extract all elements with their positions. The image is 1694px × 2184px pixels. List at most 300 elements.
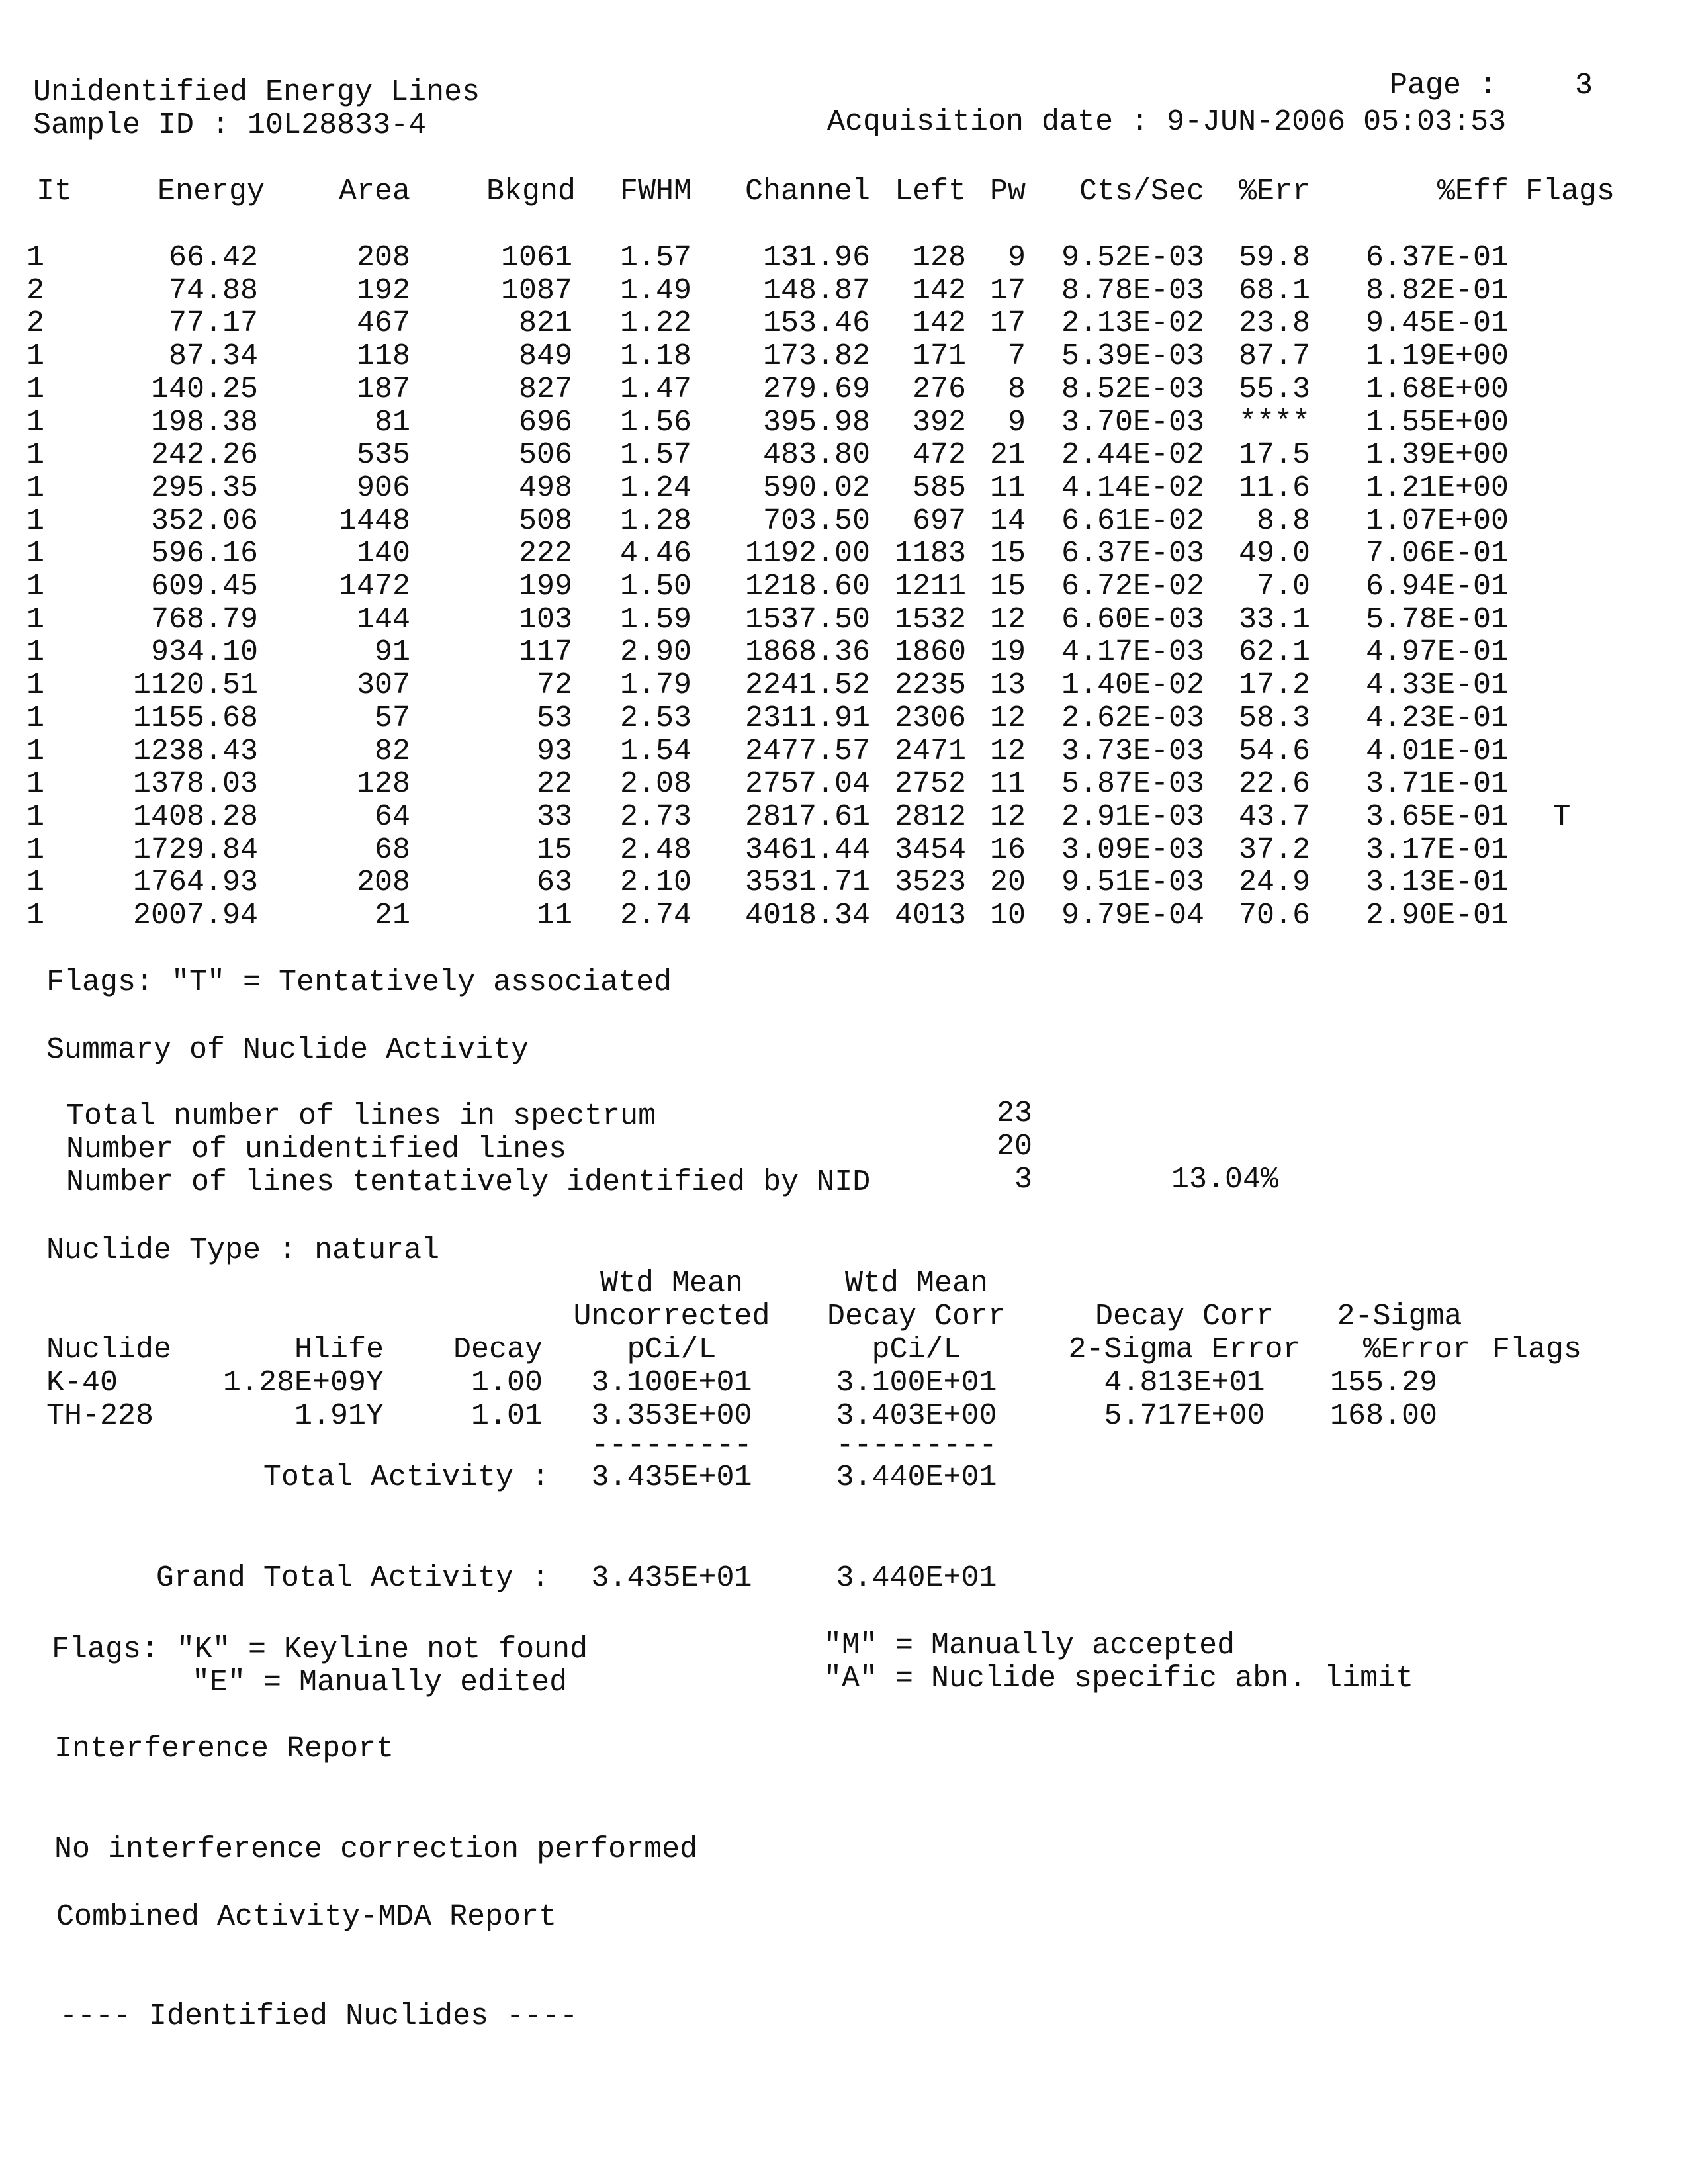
cell-area: 535 bbox=[356, 438, 410, 472]
cell-energy: 1729.84 bbox=[132, 833, 258, 867]
cell-eff: 1.19E+00 bbox=[1365, 340, 1509, 373]
hdr-pci-uncorr: pCi/L bbox=[627, 1333, 717, 1367]
cell-bkgnd: 821 bbox=[518, 306, 572, 340]
total-activity-uncorr: 3.435E+01 bbox=[591, 1461, 752, 1494]
separator-uncorr: --------- bbox=[591, 1429, 752, 1463]
nuclide-cell-decay: 1.01 bbox=[470, 1399, 543, 1433]
cell-left: 4013 bbox=[894, 899, 966, 933]
cell-channel: 173.82 bbox=[762, 340, 870, 373]
cell-area: 208 bbox=[356, 866, 410, 899]
cell-energy: 352.06 bbox=[150, 504, 258, 538]
nuclide-cell-decay: 1.00 bbox=[470, 1366, 543, 1400]
cell-fwhm: 2.10 bbox=[619, 866, 691, 899]
cell-cts-sec: 5.39E-03 bbox=[1061, 340, 1204, 373]
cell-energy: 242.26 bbox=[150, 438, 258, 472]
hdr-sigma-error: 2-Sigma Error bbox=[1068, 1333, 1301, 1367]
cell-eff: 5.78E-01 bbox=[1365, 603, 1509, 637]
cell-it: 1 bbox=[26, 373, 45, 406]
cell-channel: 131.96 bbox=[762, 241, 870, 275]
cell-energy: 934.10 bbox=[150, 635, 258, 669]
cell-left: 585 bbox=[912, 471, 966, 505]
cell-channel: 3531.71 bbox=[744, 866, 870, 899]
cell-bkgnd: 506 bbox=[518, 438, 572, 472]
hdr-nuclide-flags: Flags bbox=[1492, 1333, 1582, 1367]
grand-total-uncorr: 3.435E+01 bbox=[591, 1561, 752, 1595]
cell-energy: 1238.43 bbox=[132, 735, 258, 768]
identified-nuclides: ---- Identified Nuclides ---- bbox=[60, 1999, 578, 2033]
cell-err: 17.5 bbox=[1238, 438, 1310, 472]
col-header-energy: Energy bbox=[157, 175, 265, 208]
cell-bkgnd: 63 bbox=[536, 866, 572, 899]
cell-it: 1 bbox=[26, 340, 45, 373]
cell-err: 37.2 bbox=[1238, 833, 1310, 867]
grand-total-label: Grand Total Activity : bbox=[156, 1561, 549, 1595]
cell-it: 1 bbox=[26, 635, 45, 669]
cell-it: 1 bbox=[26, 899, 45, 933]
cell-err: 58.3 bbox=[1238, 702, 1310, 735]
cell-pw: 12 bbox=[989, 603, 1026, 637]
cell-bkgnd: 33 bbox=[536, 800, 572, 834]
cell-pw: 14 bbox=[989, 504, 1026, 538]
cell-channel: 2817.61 bbox=[744, 800, 870, 834]
hdr-pct-error: %Error bbox=[1363, 1333, 1471, 1367]
cell-fwhm: 2.90 bbox=[619, 635, 691, 669]
interference-title: Interference Report bbox=[54, 1732, 394, 1766]
unidentified-lines-label: Number of unidentified lines bbox=[66, 1132, 567, 1166]
cell-channel: 2311.91 bbox=[744, 702, 870, 735]
acquisition-date: Acquisition date : 9-JUN-2006 05:03:53 bbox=[827, 105, 1507, 139]
cell-eff: 1.68E+00 bbox=[1365, 373, 1509, 406]
cell-channel: 279.69 bbox=[762, 373, 870, 406]
cell-area: 57 bbox=[374, 702, 410, 735]
cell-eff: 1.39E+00 bbox=[1365, 438, 1509, 472]
hdr-wtd-mean-decay: Wtd Mean bbox=[844, 1267, 989, 1300]
cell-energy: 74.88 bbox=[168, 274, 258, 308]
cell-bkgnd: 827 bbox=[518, 373, 572, 406]
cell-err: 11.6 bbox=[1238, 471, 1310, 505]
cell-fwhm: 2.48 bbox=[619, 833, 691, 867]
cell-area: 64 bbox=[374, 800, 410, 834]
nuclide-cell-uncorr: 3.353E+00 bbox=[591, 1399, 752, 1433]
cell-cts-sec: 6.61E-02 bbox=[1061, 504, 1204, 538]
flags-note: Flags: "T" = Tentatively associated bbox=[46, 966, 672, 999]
cell-area: 91 bbox=[374, 635, 410, 669]
cell-channel: 148.87 bbox=[762, 274, 870, 308]
page-label: Page : bbox=[1390, 69, 1497, 103]
cell-cts-sec: 2.62E-03 bbox=[1061, 702, 1204, 735]
cell-it: 1 bbox=[26, 866, 45, 899]
cell-pw: 9 bbox=[1007, 241, 1026, 275]
flag-legend-e: "E" = Manually edited bbox=[192, 1666, 568, 1700]
cell-bkgnd: 849 bbox=[518, 340, 572, 373]
cell-fwhm: 1.24 bbox=[619, 471, 691, 505]
cell-cts-sec: 4.17E-03 bbox=[1061, 635, 1204, 669]
cell-channel: 483.80 bbox=[762, 438, 870, 472]
cell-fwhm: 1.28 bbox=[619, 504, 691, 538]
cell-bkgnd: 11 bbox=[536, 899, 572, 933]
cell-fwhm: 1.79 bbox=[619, 668, 691, 702]
cell-area: 187 bbox=[356, 373, 410, 406]
cell-it: 1 bbox=[26, 406, 45, 439]
cell-left: 472 bbox=[912, 438, 966, 472]
cell-eff: 6.37E-01 bbox=[1365, 241, 1509, 275]
nuclide-cell-hlife: 1.28E+09Y bbox=[222, 1366, 384, 1400]
cell-it: 1 bbox=[26, 735, 45, 768]
cell-channel: 1868.36 bbox=[744, 635, 870, 669]
cell-flags: T bbox=[1552, 800, 1571, 834]
col-header-channel: Channel bbox=[744, 175, 870, 208]
cell-fwhm: 2.73 bbox=[619, 800, 691, 834]
cell-area: 82 bbox=[374, 735, 410, 768]
cell-channel: 590.02 bbox=[762, 471, 870, 505]
cell-fwhm: 1.56 bbox=[619, 406, 691, 439]
cell-fwhm: 1.57 bbox=[619, 241, 691, 275]
cell-cts-sec: 3.73E-03 bbox=[1061, 735, 1204, 768]
cell-area: 906 bbox=[356, 471, 410, 505]
cell-energy: 609.45 bbox=[150, 570, 258, 604]
cell-left: 2752 bbox=[894, 767, 966, 801]
cell-eff: 4.01E-01 bbox=[1365, 735, 1509, 768]
cell-fwhm: 4.46 bbox=[619, 537, 691, 570]
cell-pw: 11 bbox=[989, 767, 1026, 801]
cell-cts-sec: 3.09E-03 bbox=[1061, 833, 1204, 867]
cell-it: 1 bbox=[26, 438, 45, 472]
cell-channel: 395.98 bbox=[762, 406, 870, 439]
nuclide-cell-hlife: 1.91Y bbox=[294, 1399, 384, 1433]
col-header-fwhm: FWHM bbox=[619, 175, 691, 208]
flag-legend-k: Flags: "K" = Keyline not found bbox=[52, 1633, 588, 1666]
summary-title: Summary of Nuclide Activity bbox=[46, 1033, 529, 1067]
page-number: 3 bbox=[1575, 69, 1593, 103]
cell-channel: 3461.44 bbox=[744, 833, 870, 867]
cell-eff: 1.55E+00 bbox=[1365, 406, 1509, 439]
cell-eff: 2.90E-01 bbox=[1365, 899, 1509, 933]
cell-it: 1 bbox=[26, 537, 45, 570]
cell-left: 2471 bbox=[894, 735, 966, 768]
cell-err: 8.8 bbox=[1256, 504, 1310, 538]
cell-eff: 3.65E-01 bbox=[1365, 800, 1509, 834]
cell-cts-sec: 2.13E-02 bbox=[1061, 306, 1204, 340]
cell-energy: 1378.03 bbox=[132, 767, 258, 801]
cell-fwhm: 1.47 bbox=[619, 373, 691, 406]
tentative-lines-value: 3 bbox=[1014, 1163, 1032, 1197]
cell-left: 142 bbox=[912, 274, 966, 308]
cell-area: 81 bbox=[374, 406, 410, 439]
cell-eff: 3.13E-01 bbox=[1365, 866, 1509, 899]
cell-cts-sec: 6.60E-03 bbox=[1061, 603, 1204, 637]
cell-left: 392 bbox=[912, 406, 966, 439]
cell-err: 23.8 bbox=[1238, 306, 1310, 340]
cell-left: 2812 bbox=[894, 800, 966, 834]
cell-area: 208 bbox=[356, 241, 410, 275]
hdr-uncorrected: Uncorrected bbox=[573, 1300, 770, 1334]
cell-pw: 20 bbox=[989, 866, 1026, 899]
flag-legend-a: "A" = Nuclide specific abn. limit bbox=[824, 1662, 1414, 1696]
cell-left: 171 bbox=[912, 340, 966, 373]
cell-bkgnd: 199 bbox=[518, 570, 572, 604]
cell-area: 144 bbox=[356, 603, 410, 637]
cell-left: 1532 bbox=[894, 603, 966, 637]
cell-pw: 7 bbox=[1007, 340, 1026, 373]
hdr-hlife: Hlife bbox=[294, 1333, 384, 1367]
cell-bkgnd: 93 bbox=[536, 735, 572, 768]
cell-err: 43.7 bbox=[1238, 800, 1310, 834]
cell-pw: 19 bbox=[989, 635, 1026, 669]
nuclide-cell-uncorr: 3.100E+01 bbox=[591, 1366, 752, 1400]
cell-err: 17.2 bbox=[1238, 668, 1310, 702]
cell-left: 128 bbox=[912, 241, 966, 275]
cell-eff: 1.21E+00 bbox=[1365, 471, 1509, 505]
cell-err: **** bbox=[1238, 406, 1310, 439]
cell-it: 1 bbox=[26, 668, 45, 702]
cell-area: 140 bbox=[356, 537, 410, 570]
cell-cts-sec: 2.44E-02 bbox=[1061, 438, 1204, 472]
cell-fwhm: 1.59 bbox=[619, 603, 691, 637]
total-activity-decay: 3.440E+01 bbox=[836, 1461, 997, 1494]
cell-pw: 15 bbox=[989, 570, 1026, 604]
cell-it: 2 bbox=[26, 306, 45, 340]
cell-pw: 12 bbox=[989, 800, 1026, 834]
nuclide-cell-decay-corr: 3.100E+01 bbox=[836, 1366, 997, 1400]
total-lines-value: 23 bbox=[996, 1097, 1032, 1130]
cell-left: 3523 bbox=[894, 866, 966, 899]
cell-bkgnd: 15 bbox=[536, 833, 572, 867]
cell-fwhm: 1.50 bbox=[619, 570, 691, 604]
cell-eff: 4.23E-01 bbox=[1365, 702, 1509, 735]
cell-fwhm: 2.53 bbox=[619, 702, 691, 735]
cell-err: 54.6 bbox=[1238, 735, 1310, 768]
cell-it: 1 bbox=[26, 702, 45, 735]
cell-cts-sec: 2.91E-03 bbox=[1061, 800, 1204, 834]
cell-fwhm: 2.08 bbox=[619, 767, 691, 801]
cell-err: 7.0 bbox=[1256, 570, 1310, 604]
cell-energy: 768.79 bbox=[150, 603, 258, 637]
cell-area: 68 bbox=[374, 833, 410, 867]
cell-err: 59.8 bbox=[1238, 241, 1310, 275]
cell-err: 62.1 bbox=[1238, 635, 1310, 669]
cell-area: 118 bbox=[356, 340, 410, 373]
sample-id: Sample ID : 10L28833-4 bbox=[33, 109, 427, 142]
col-header-err: %Err bbox=[1238, 175, 1310, 208]
cell-area: 192 bbox=[356, 274, 410, 308]
cell-err: 49.0 bbox=[1238, 537, 1310, 570]
col-header-bkgnd: Bkgnd bbox=[486, 175, 576, 208]
hdr-sigma-decay-corr: Decay Corr bbox=[1094, 1300, 1274, 1334]
cell-cts-sec: 9.52E-03 bbox=[1061, 241, 1204, 275]
cell-bkgnd: 508 bbox=[518, 504, 572, 538]
cell-it: 1 bbox=[26, 603, 45, 637]
cell-pw: 16 bbox=[989, 833, 1026, 867]
cell-area: 1448 bbox=[338, 504, 410, 538]
cell-err: 55.3 bbox=[1238, 373, 1310, 406]
cell-bkgnd: 222 bbox=[518, 537, 572, 570]
tentative-percent: 13.04% bbox=[1171, 1163, 1279, 1197]
cell-energy: 87.34 bbox=[168, 340, 258, 373]
cell-left: 276 bbox=[912, 373, 966, 406]
cell-eff: 7.06E-01 bbox=[1365, 537, 1509, 570]
cell-pw: 10 bbox=[989, 899, 1026, 933]
interference-note: No interference correction performed bbox=[54, 1833, 698, 1866]
cell-pw: 11 bbox=[989, 471, 1026, 505]
cell-cts-sec: 8.78E-03 bbox=[1061, 274, 1204, 308]
report-title: Unidentified Energy Lines bbox=[33, 75, 480, 109]
col-header-pw: Pw bbox=[989, 175, 1026, 208]
cell-left: 1183 bbox=[894, 537, 966, 570]
cell-fwhm: 1.22 bbox=[619, 306, 691, 340]
cell-err: 24.9 bbox=[1238, 866, 1310, 899]
cell-fwhm: 1.49 bbox=[619, 274, 691, 308]
nuclide-cell-pct-error: 168.00 bbox=[1330, 1399, 1438, 1433]
cell-area: 128 bbox=[356, 767, 410, 801]
cell-bkgnd: 103 bbox=[518, 603, 572, 637]
cell-bkgnd: 72 bbox=[536, 668, 572, 702]
cell-channel: 1192.00 bbox=[744, 537, 870, 570]
nuclide-type: Nuclide Type : natural bbox=[46, 1234, 440, 1267]
hdr-wtd-mean-uncorr: Wtd Mean bbox=[600, 1267, 744, 1300]
cell-channel: 2477.57 bbox=[744, 735, 870, 768]
cell-area: 21 bbox=[374, 899, 410, 933]
cell-err: 33.1 bbox=[1238, 603, 1310, 637]
col-header-it: It bbox=[36, 175, 73, 208]
cell-fwhm: 1.18 bbox=[619, 340, 691, 373]
cell-it: 1 bbox=[26, 833, 45, 867]
separator-decay: --------- bbox=[836, 1429, 997, 1463]
cell-err: 87.7 bbox=[1238, 340, 1310, 373]
cell-energy: 77.17 bbox=[168, 306, 258, 340]
unidentified-lines-value: 20 bbox=[996, 1130, 1032, 1163]
nuclide-cell-pct-error: 155.29 bbox=[1330, 1366, 1438, 1400]
cell-channel: 1218.60 bbox=[744, 570, 870, 604]
cell-energy: 295.35 bbox=[150, 471, 258, 505]
cell-it: 1 bbox=[26, 570, 45, 604]
cell-left: 2235 bbox=[894, 668, 966, 702]
cell-fwhm: 2.74 bbox=[619, 899, 691, 933]
hdr-pci-decay: pCi/L bbox=[871, 1333, 961, 1367]
hdr-2-sigma: 2-Sigma bbox=[1337, 1300, 1462, 1334]
hdr-nuclide: Nuclide bbox=[46, 1333, 172, 1367]
cell-energy: 596.16 bbox=[150, 537, 258, 570]
cell-channel: 4018.34 bbox=[744, 899, 870, 933]
nuclide-cell-decay-corr: 3.403E+00 bbox=[836, 1399, 997, 1433]
cell-err: 22.6 bbox=[1238, 767, 1310, 801]
cell-channel: 703.50 bbox=[762, 504, 870, 538]
col-header-cts-sec: Cts/Sec bbox=[1079, 175, 1204, 208]
col-header-left: Left bbox=[894, 175, 966, 208]
cell-fwhm: 1.54 bbox=[619, 735, 691, 768]
cell-energy: 2007.94 bbox=[132, 899, 258, 933]
cell-energy: 198.38 bbox=[150, 406, 258, 439]
cell-pw: 8 bbox=[1007, 373, 1026, 406]
cell-energy: 1120.51 bbox=[132, 668, 258, 702]
cell-pw: 17 bbox=[989, 306, 1026, 340]
col-header-area: Area bbox=[338, 175, 410, 208]
cell-eff: 3.17E-01 bbox=[1365, 833, 1509, 867]
cell-bkgnd: 117 bbox=[518, 635, 572, 669]
cell-cts-sec: 8.52E-03 bbox=[1061, 373, 1204, 406]
cell-left: 1211 bbox=[894, 570, 966, 604]
cell-area: 1472 bbox=[338, 570, 410, 604]
cell-pw: 9 bbox=[1007, 406, 1026, 439]
cell-eff: 4.97E-01 bbox=[1365, 635, 1509, 669]
cell-channel: 1537.50 bbox=[744, 603, 870, 637]
cell-pw: 15 bbox=[989, 537, 1026, 570]
nuclide-cell-nuclide: K-40 bbox=[46, 1366, 118, 1400]
cell-it: 1 bbox=[26, 504, 45, 538]
cell-it: 2 bbox=[26, 274, 45, 308]
cell-bkgnd: 696 bbox=[518, 406, 572, 439]
combined-title: Combined Activity-MDA Report bbox=[56, 1900, 557, 1934]
cell-cts-sec: 3.70E-03 bbox=[1061, 406, 1204, 439]
cell-it: 1 bbox=[26, 800, 45, 834]
cell-energy: 1155.68 bbox=[132, 702, 258, 735]
cell-eff: 9.45E-01 bbox=[1365, 306, 1509, 340]
cell-energy: 1764.93 bbox=[132, 866, 258, 899]
tentative-lines-label: Number of lines tentatively identified by NID bbox=[66, 1165, 871, 1199]
col-header-flags: Flags bbox=[1525, 175, 1615, 208]
cell-bkgnd: 22 bbox=[536, 767, 572, 801]
nuclide-cell-nuclide: TH-228 bbox=[46, 1399, 154, 1433]
cell-energy: 140.25 bbox=[150, 373, 258, 406]
cell-eff: 3.71E-01 bbox=[1365, 767, 1509, 801]
cell-left: 2306 bbox=[894, 702, 966, 735]
nuclide-cell-sigma-error: 4.813E+01 bbox=[1104, 1366, 1265, 1400]
cell-channel: 153.46 bbox=[762, 306, 870, 340]
cell-pw: 12 bbox=[989, 702, 1026, 735]
cell-pw: 17 bbox=[989, 274, 1026, 308]
cell-cts-sec: 4.14E-02 bbox=[1061, 471, 1204, 505]
cell-pw: 12 bbox=[989, 735, 1026, 768]
cell-energy: 1408.28 bbox=[132, 800, 258, 834]
cell-energy: 66.42 bbox=[168, 241, 258, 275]
cell-cts-sec: 9.51E-03 bbox=[1061, 866, 1204, 899]
cell-cts-sec: 6.72E-02 bbox=[1061, 570, 1204, 604]
hdr-decay-corr: Decay Corr bbox=[826, 1300, 1006, 1334]
flag-legend-m: "M" = Manually accepted bbox=[824, 1629, 1235, 1662]
cell-bkgnd: 498 bbox=[518, 471, 572, 505]
cell-left: 3454 bbox=[894, 833, 966, 867]
cell-eff: 6.94E-01 bbox=[1365, 570, 1509, 604]
hdr-decay: Decay bbox=[453, 1333, 543, 1367]
nuclide-cell-sigma-error: 5.717E+00 bbox=[1104, 1399, 1265, 1433]
cell-left: 697 bbox=[912, 504, 966, 538]
cell-left: 1860 bbox=[894, 635, 966, 669]
cell-bkgnd: 1061 bbox=[500, 241, 572, 275]
cell-pw: 21 bbox=[989, 438, 1026, 472]
grand-total-decay: 3.440E+01 bbox=[836, 1561, 997, 1595]
cell-channel: 2757.04 bbox=[744, 767, 870, 801]
cell-channel: 2241.52 bbox=[744, 668, 870, 702]
col-header-eff: %Eff bbox=[1437, 175, 1509, 208]
cell-eff: 1.07E+00 bbox=[1365, 504, 1509, 538]
cell-err: 70.6 bbox=[1238, 899, 1310, 933]
cell-bkgnd: 1087 bbox=[500, 274, 572, 308]
cell-area: 467 bbox=[356, 306, 410, 340]
cell-pw: 13 bbox=[989, 668, 1026, 702]
cell-area: 307 bbox=[356, 668, 410, 702]
cell-fwhm: 1.57 bbox=[619, 438, 691, 472]
cell-eff: 8.82E-01 bbox=[1365, 274, 1509, 308]
cell-it: 1 bbox=[26, 767, 45, 801]
cell-bkgnd: 53 bbox=[536, 702, 572, 735]
cell-left: 142 bbox=[912, 306, 966, 340]
cell-cts-sec: 5.87E-03 bbox=[1061, 767, 1204, 801]
cell-it: 1 bbox=[26, 471, 45, 505]
cell-cts-sec: 1.40E-02 bbox=[1061, 668, 1204, 702]
total-activity-label: Total Activity : bbox=[263, 1461, 549, 1494]
cell-eff: 4.33E-01 bbox=[1365, 668, 1509, 702]
cell-err: 68.1 bbox=[1238, 274, 1310, 308]
cell-it: 1 bbox=[26, 241, 45, 275]
